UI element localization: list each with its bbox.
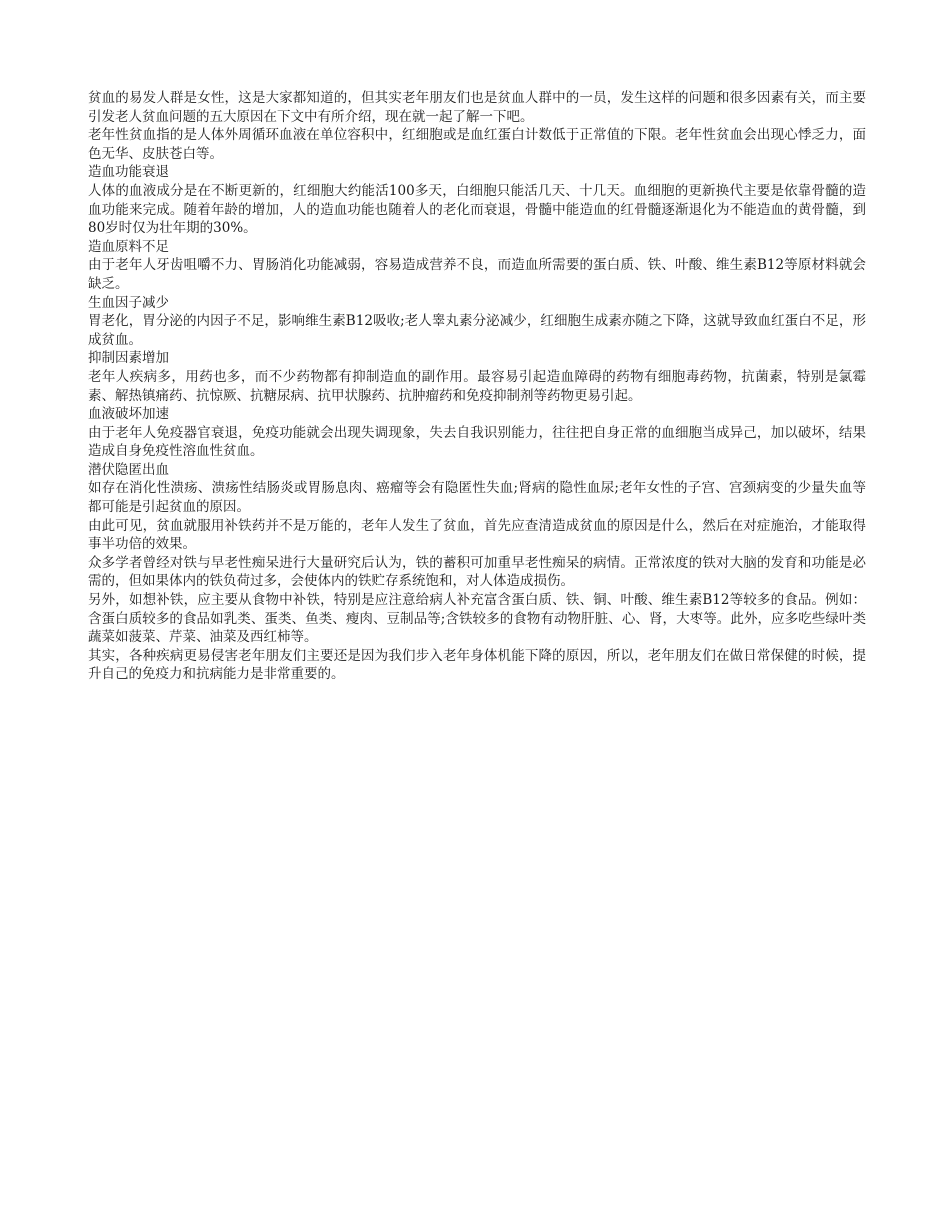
section-text-hematopoiesis-decline: 人体的血液成分是在不断更新的，红细胞大约能活100多天，白细胞只能活几天、十几天。血细胞的更新换代主要是依靠骨髓的造血功能来完成。随着年龄的增加，人的造血功能也随着人的老化而衰退，骨髓中能造血的红骨髓逐渐退化为不能造血的黄骨髓，到80岁时仅为壮年期的30%。 bbox=[88, 182, 866, 237]
section-text-blood-destruction: 由于老年人免疫器官衰退，免疫功能就会出现失调现象，失去自我识别能力，往往把自身正常的血细胞当成异己，加以破坏，结果造成自身免疫性溶血性贫血。 bbox=[88, 424, 866, 460]
section-heading-hidden-bleeding: 潜伏隐匿出血 bbox=[88, 461, 169, 478]
document-body bbox=[88, 89, 866, 684]
section-heading-factor-reduction: 生血因子减少 bbox=[88, 294, 169, 311]
diet-advice-paragraph: 另外，如想补铁，应主要从食物中补铁，特别是应注意给病人补充富含蛋白质、铁、铜、叶酸、维生素B12等较多的食品。例如：含蛋白质较多的食品如乳类、蛋类、鱼类、瘦肉、豆制品等;含铁较多的食物有动物肝脏、心、肾，大枣等。此外，应多吃些绿叶类蔬菜如菠菜、芹菜、油菜及西红柿等。 bbox=[88, 592, 866, 646]
section-heading-raw-material-shortage: 造血原料不足 bbox=[88, 238, 169, 255]
section-text-hidden-bleeding: 如存在消化性溃疡、溃疡性结肠炎或胃肠息肉、癌瘤等会有隐匿性失血;肾病的隐性血尿;老年女性的子宫、宫颈病变的少量失血等都可能是引起贫血的原因。 bbox=[88, 480, 866, 516]
section-heading-blood-destruction: 血液破坏加速 bbox=[88, 406, 169, 423]
conclusion-paragraph: 由此可见，贫血就服用补铁药并不是万能的，老年人发生了贫血，首先应查清造成贫血的原因是什么，然后在对症施治，才能取得事半功倍的效果。 bbox=[88, 517, 866, 553]
section-text-inhibitory-factors: 老年人疾病多，用药也多，而不少药物都有抑制造血的副作用。最容易引起造血障碍的药物有细胞毒药物，抗菌素，特别是氯霉素、解热镇痛药、抗惊厥、抗糖尿病、抗甲状腺药、抗肿瘤药和免疫抑制剂等药物更易引起。 bbox=[88, 368, 866, 404]
iron-research-paragraph: 众多学者曾经对铁与早老性痴呆进行大量研究后认为，铁的蓄积可加重早老性痴呆的病情。正常浓度的铁对大脑的发育和功能是必需的，但如果体内的铁负荷过多，会使体内的铁贮存系统饱和，对人体造成损伤。 bbox=[88, 554, 866, 590]
section-heading-hematopoiesis-decline: 造血功能衰退 bbox=[88, 164, 169, 181]
definition-paragraph: 老年性贫血指的是人体外周循环血液在单位容积中，红细胞或是血红蛋白计数低于正常值的下限。老年性贫血会出现心悸乏力，面色无华、皮肤苍白等。 bbox=[88, 127, 866, 162]
section-text-factor-reduction: 胃老化，胃分泌的内因子不足，影响维生素B12吸收;老人睾丸素分泌减少，红细胞生成素亦随之下降，这就导致血红蛋白不足，形成贫血。 bbox=[88, 313, 866, 348]
summary-paragraph: 其实，各种疾病更易侵害老年朋友们主要还是因为我们步入老年身体机能下降的原因，所以，老年朋友们在做日常保健的时候，提升自己的免疫力和抗病能力是非常重要的。 bbox=[88, 647, 866, 683]
intro-paragraph: 贫血的易发人群是女性，这是大家都知道的，但其实老年朋友们也是贫血人群中的一员，发生这样的问题和很多因素有关，而主要引发老人贫血问题的五大原因在下文中有所介绍，现在就一起了解一下吧。 bbox=[88, 90, 866, 125]
section-text-raw-material-shortage: 由于老年人牙齿咀嚼不力、胃肠消化功能减弱，容易造成营养不良，而造血所需要的蛋白质、铁、叶酸、维生素B12等原材料就会缺乏。 bbox=[88, 257, 866, 292]
section-heading-inhibitory-factors: 抑制因素增加 bbox=[88, 350, 169, 367]
